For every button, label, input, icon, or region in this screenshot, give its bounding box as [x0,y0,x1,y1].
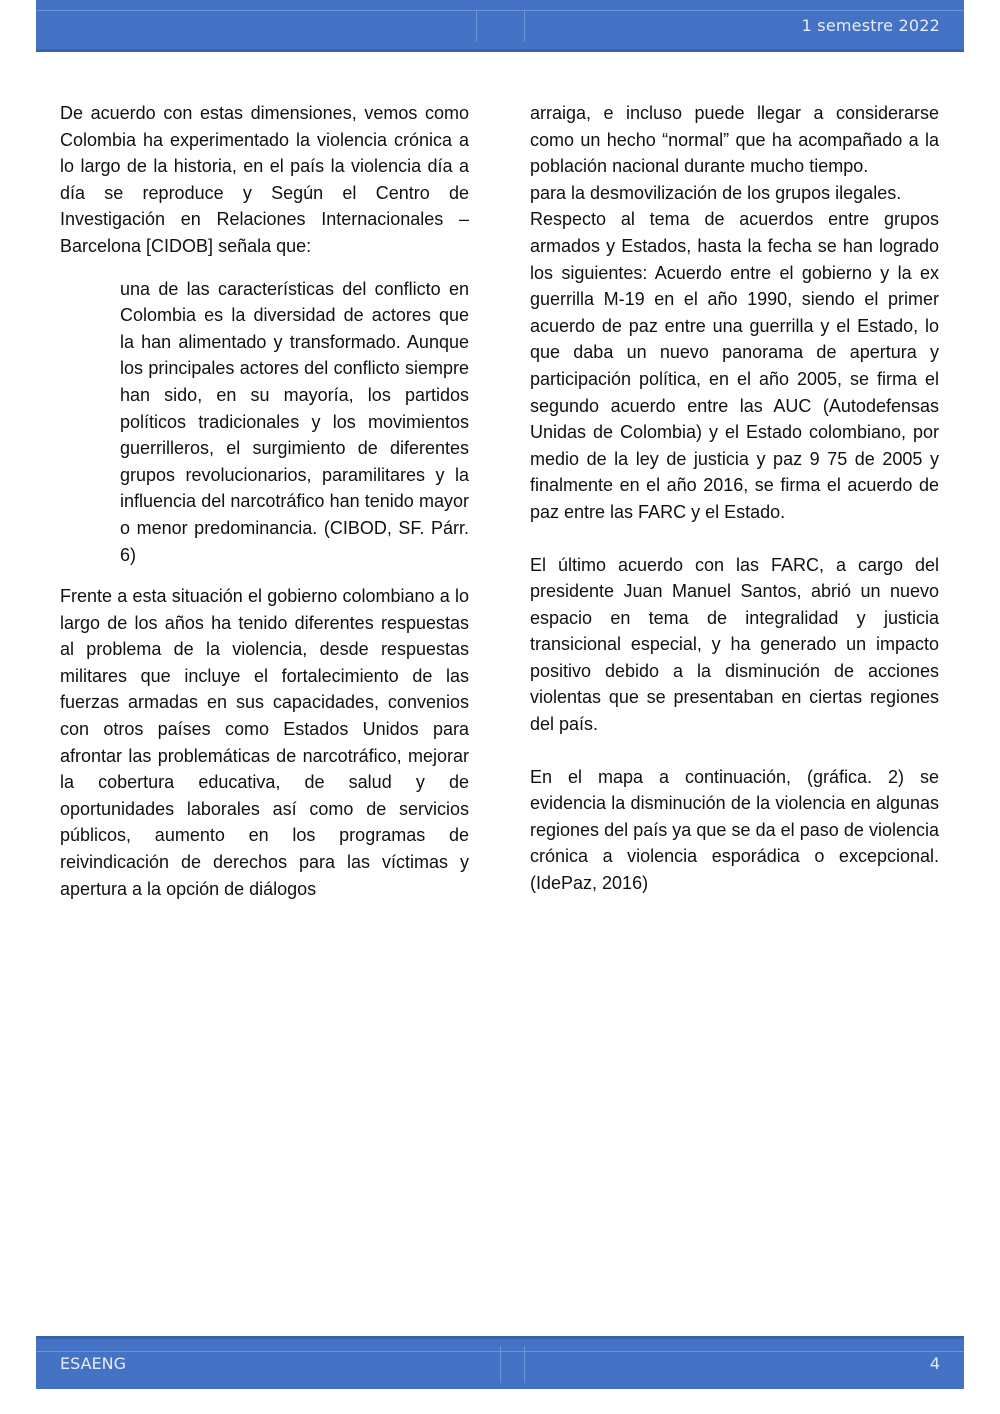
header-divider [524,10,525,42]
paragraph: para la desmovilización de los grupos ilegales. [530,182,902,203]
paragraph: El último acuerdo con las FARC, a cargo del presidente Juan Manuel Santos, abrió un nuevo espacio en tema de integralidad y justicia transicional especial, y ha generado un impacto positivo debido a la disminución de acciones violentas que se presentaban en ciertas regiones del país. [530,554,939,735]
footer-top-rule [36,1336,964,1339]
footer-publication: ESAENG [60,1354,126,1373]
header-rule [36,10,964,11]
header-divider [476,10,477,42]
header-band [36,0,964,52]
footer-divider [500,1346,501,1383]
right-column [530,100,939,897]
footer-band [36,1336,964,1389]
header-bottom-rule [36,49,964,52]
header-semester: 1 semestre 2022 [801,16,940,35]
paragraph: Respecto al tema de acuerdos entre grupos armados y Estados, hasta la fecha se han logrado los siguientes: Acuerdo entre el gobierno y la ex guerrilla M-19 en el año 1990, siendo el primer acuerdo de paz entre una guerrilla y el Estado, lo que daba un nuevo panorama de apertura y participación política, en el año 2005, se firma el segundo acuerdo entre las AUC (Autodefensas Unidas de Colombia) y el Estado colombiano, por medio de la ley de justicia y paz 9 75 de 2005 y finalmente en el año 2016, se firma el acuerdo de paz entre las FARC y el Estado. [530,209,939,522]
paragraph: arraiga, e incluso puede llegar a considerarse como un hecho “normal” que ha acompañado a la población nacional durante mucho tiempo. [530,103,939,177]
left-column [60,100,469,902]
block-quote: una de las características del conflicto en Colombia es la diversidad de actores que la han alimentado y transformado. Aunque los principales actores del conflicto siempre han sido, en su mayoría, los partidos políticos tradicionales y los movimientos guerrilleros, el surgimiento de diferentes grupos revolucionarios, paramilitares y la influencia del narcotráfico han tenido mayor o menor predominancia. (CIBOD, SF. Párr. 6) [120,278,469,565]
paragraph: En el mapa a continuación, (gráfica. 2) se evidencia la disminución de la violencia en algunas regiones del país ya que se da el paso de violencia crónica a violencia esporádica o excepcional. (IdePaz, 2016) [530,766,939,894]
paragraph: Frente a esta situación el gobierno colombiano a lo largo de los años ha tenido diferentes respuestas al problema de la violencia, desde respuestas militares que incluye el fortalecimiento de las fuerzas armadas en sus capacidades, convenios con otros países como Estados Unidos para afrontar las problemáticas de narcotráfico, mejorar la cobertura educativa, de salud y de oportunidades laborales así como de servicios públicos, aumento en los programas de reivindicación de derechos para las víctimas y apertura a la opción de diálogos [60,586,469,899]
paragraph: De acuerdo con estas dimensiones, vemos como Colombia ha experimentado la violencia crónica a lo largo de la historia, en el país la violencia día a día se reproduce y Según el Centro de Investigación en Relaciones Internacionales – Barcelona [CIDOB] señala que: [60,103,469,256]
page-number: 4 [929,1354,940,1373]
footer-divider [524,1346,525,1383]
